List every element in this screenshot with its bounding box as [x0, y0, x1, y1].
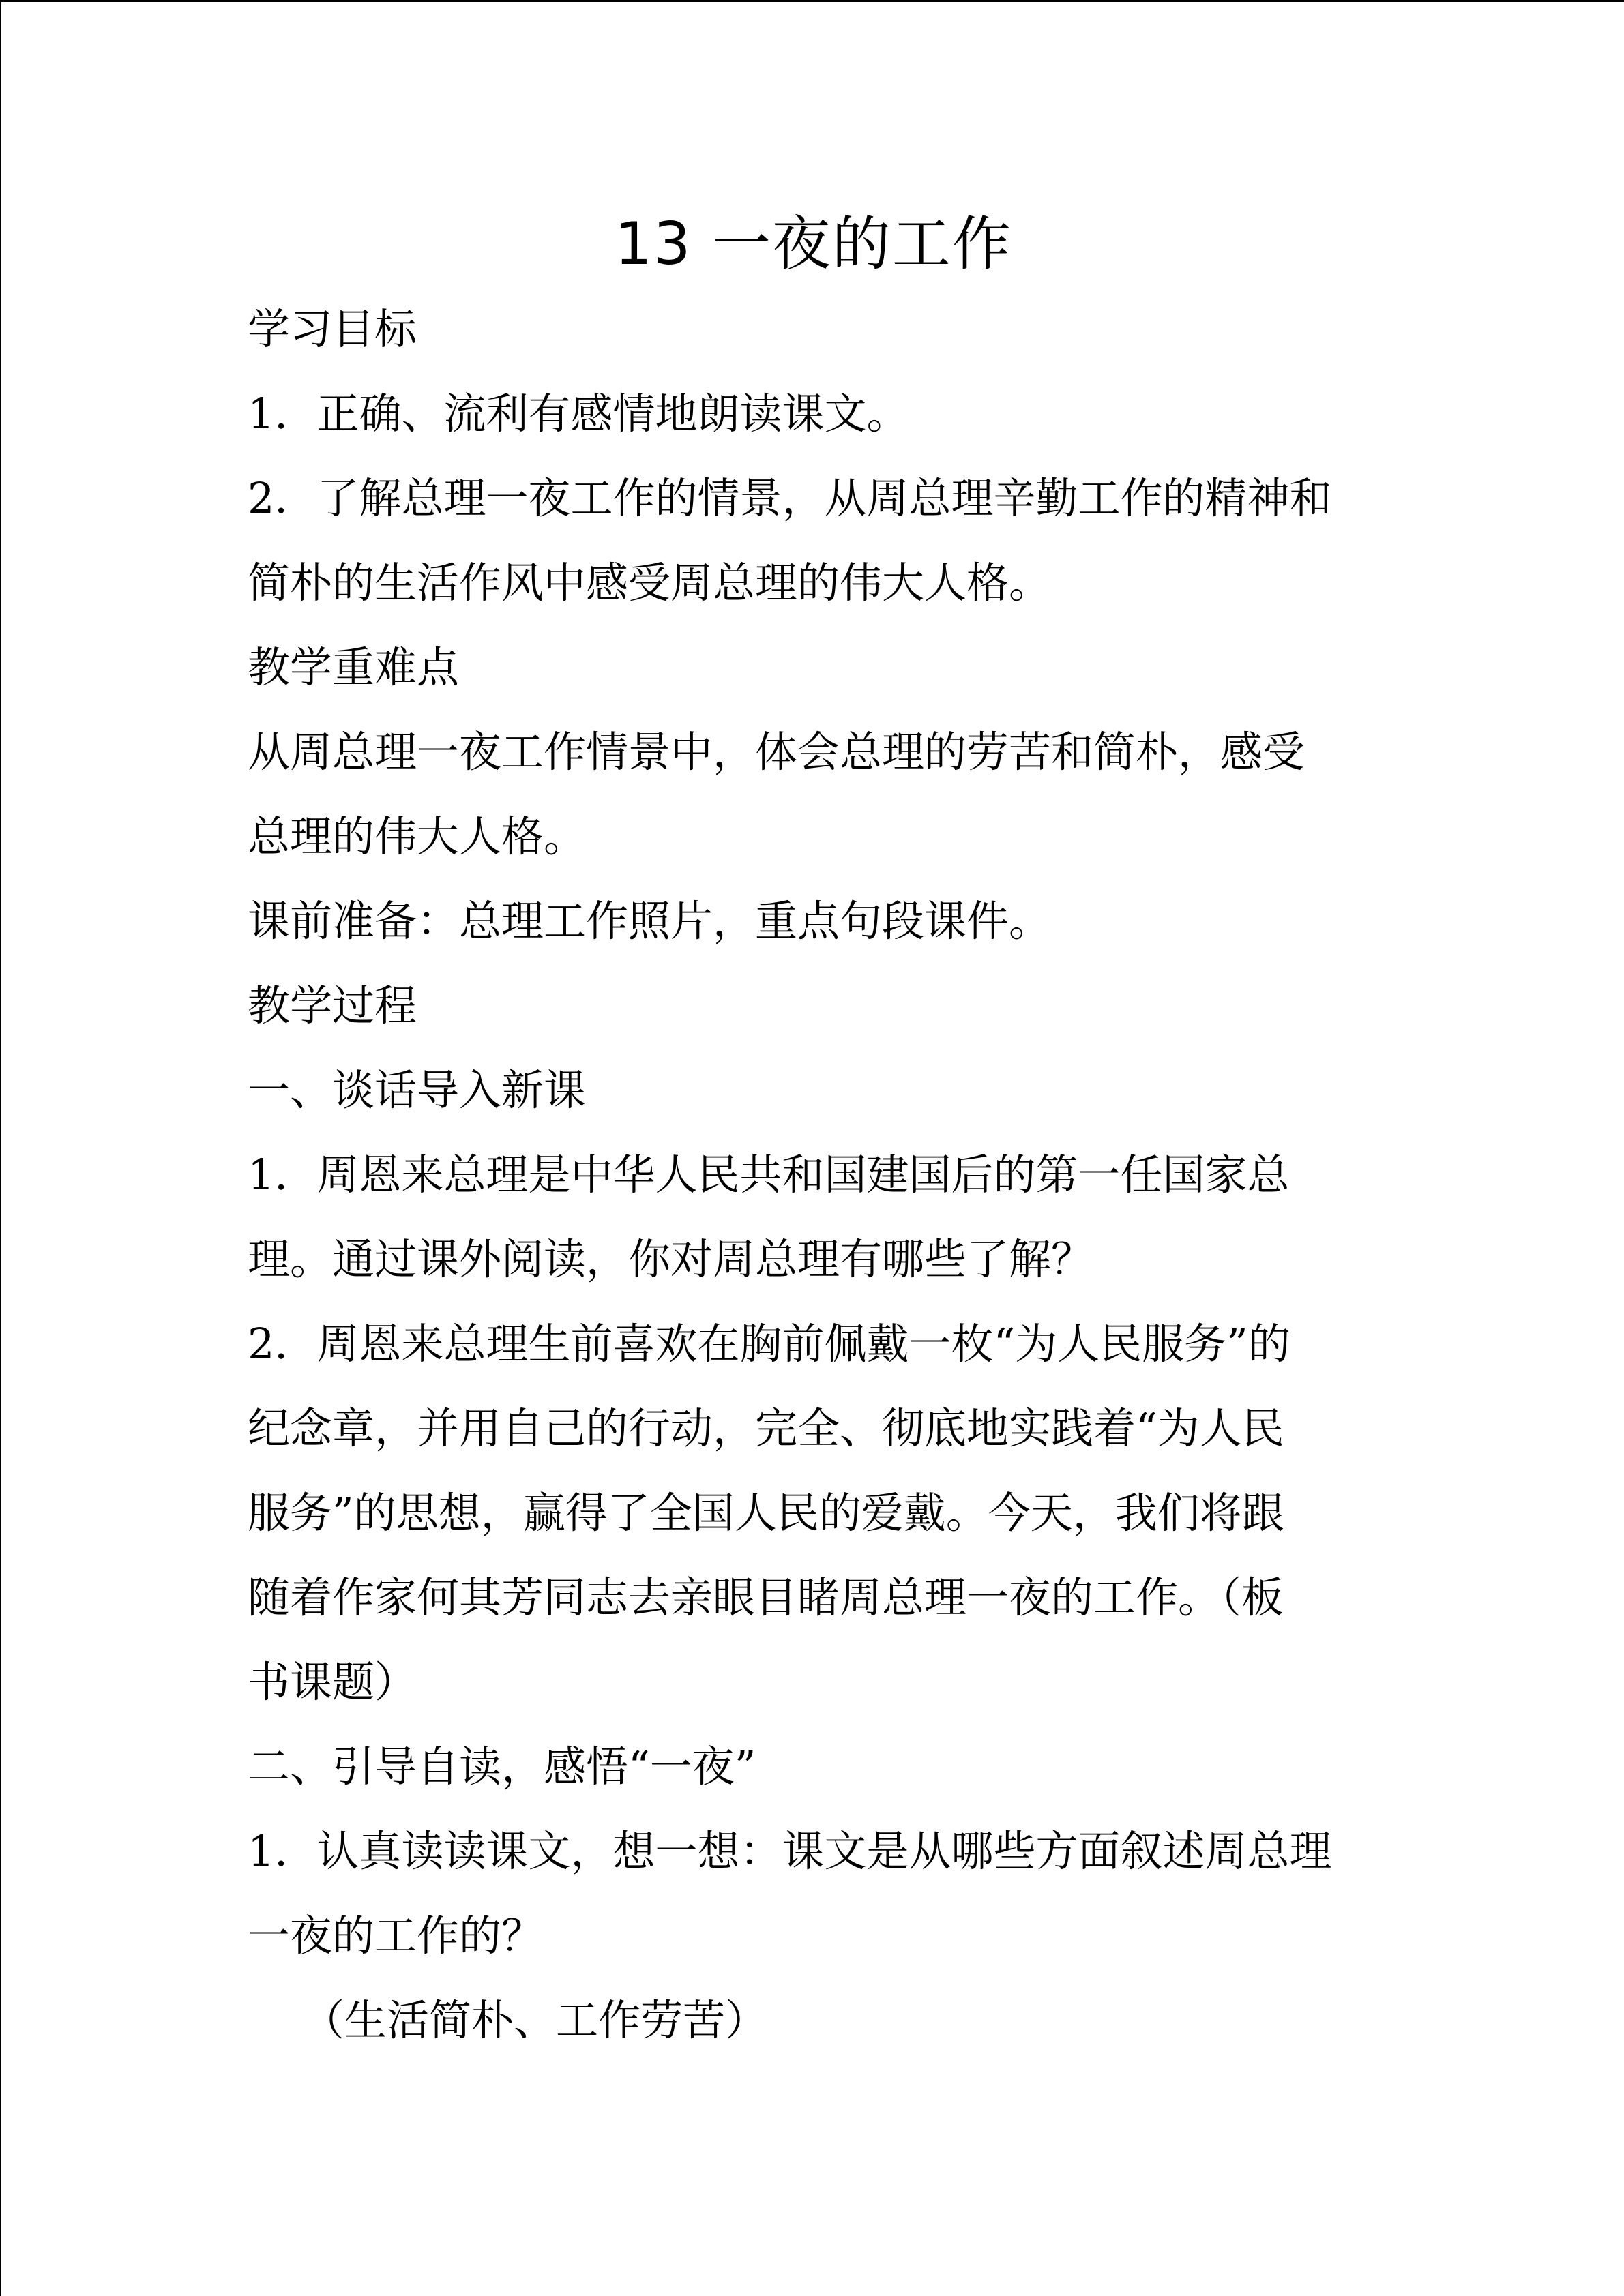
- preparation-text: 课前准备：总理工作照片，重点句段课件。: [248, 896, 1052, 946]
- key-points-text: 从周总理一夜工作情景中，体会总理的劳苦和简朴，感受: [248, 727, 1305, 777]
- document-title: 13 一夜的工作: [615, 210, 1012, 278]
- step-1-item-2-cont-d: 书课题）: [248, 1657, 417, 1707]
- step-heading-1: 一、谈话导入新课: [248, 1065, 587, 1115]
- step-2-item-1-cont: 一夜的工作的？: [248, 1911, 544, 1960]
- step-1-item-2-cont-b: 服务”的思想，赢得了全国人民的爱戴。今天，我们将跟: [248, 1488, 1284, 1538]
- step-1-item-1-cont: 理。通过课外阅读，你对周总理有哪些了解？: [248, 1234, 1094, 1284]
- objective-item-2-cont: 简朴的生活作风中感受周总理的伟大人格。: [248, 558, 1052, 608]
- step-heading-2: 二、引导自读，感悟“一夜”: [248, 1742, 756, 1791]
- section-heading-process: 教学过程: [248, 981, 417, 1030]
- objective-item-1: 1．正确、流利有感情地朗读课文。: [248, 389, 909, 438]
- step-1-item-1: 1．周恩来总理是中华人民共和国建国后的第一任国家总: [248, 1150, 1290, 1199]
- objective-item-2: 2．了解总理一夜工作的情景，从周总理辛勤工作的精神和: [248, 473, 1332, 523]
- section-heading-objectives: 学习目标: [248, 304, 417, 354]
- document-body: [248, 287, 1366, 2063]
- step-1-item-2-cont-c: 随着作家何其芳同志去亲眼目睹周总理一夜的工作。（板: [248, 1572, 1284, 1622]
- step-1-item-2-cont-a: 纪念章，并用自己的行动，完全、彻底地实践着“为人民: [248, 1403, 1284, 1453]
- step-1-item-2: 2．周恩来总理生前喜欢在胸前佩戴一枚“为人民服务”的: [248, 1319, 1290, 1369]
- step-2-item-1: 1．认真读读课文，想一想：课文是从哪些方面叙述周总理: [248, 1826, 1332, 1876]
- key-points-text-cont: 总理的伟大人格。: [248, 811, 587, 861]
- section-heading-key-points: 教学重难点: [248, 642, 460, 692]
- step-2-answer: （生活简朴、工作劳苦）: [302, 1995, 768, 2045]
